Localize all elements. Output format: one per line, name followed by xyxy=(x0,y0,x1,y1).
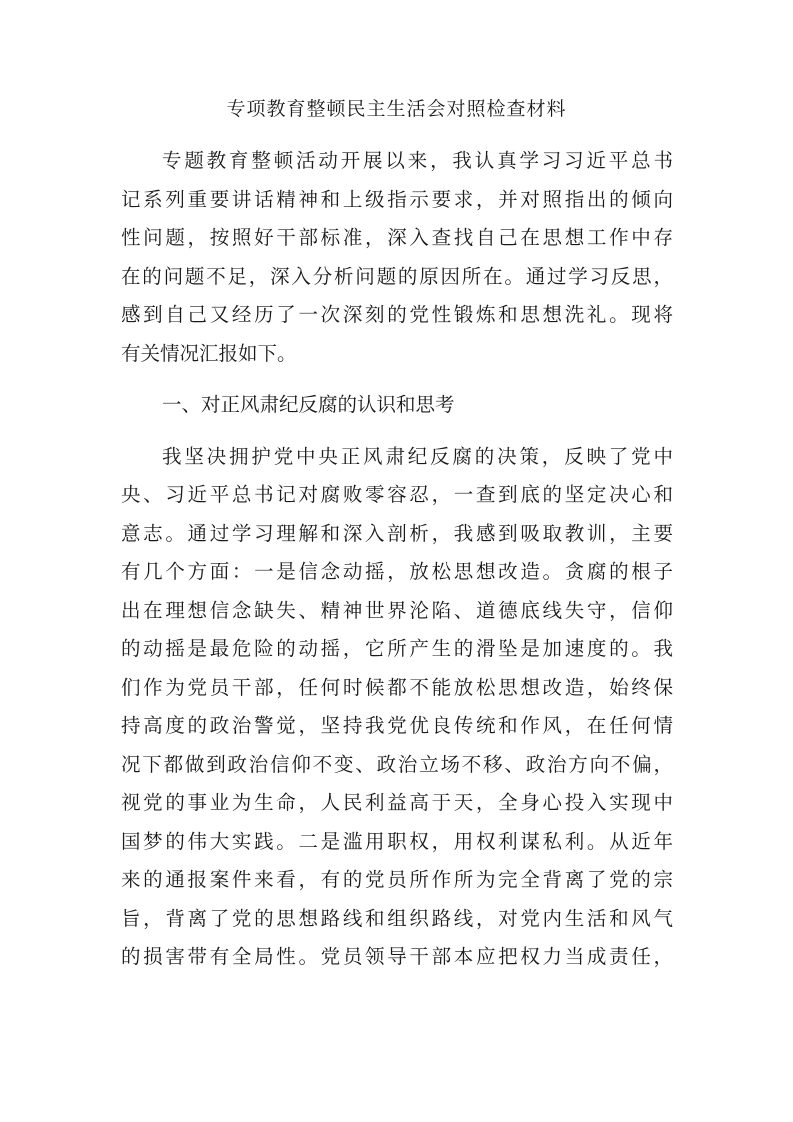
text-line: 我坚决拥护党中央正风肃纪反腐的决策，反映了党中 xyxy=(162,444,673,468)
text-line: 感到自己又经历了一次深刻的党性锻炼和思想洗礼。现将 xyxy=(121,303,673,326)
text-line: 持高度的政治警觉，坚持我党优良传统和作风，在任何情 xyxy=(121,714,673,737)
text-line: 记系列重要讲话精神和上级指示要求，并对照指出的倾向 xyxy=(121,187,673,211)
text-line: 的损害带有全局性。党员领导干部本应把权力当成责任， xyxy=(121,945,673,968)
text-line: 出在理想信念缺失、精神世界沦陷、道德底线失守，信仰 xyxy=(121,598,673,622)
text-line: 有关情况汇报如下。 xyxy=(121,341,297,365)
text-line: 旨，背离了党的思想路线和组织路线，对党内生活和风气 xyxy=(121,906,673,930)
text-line: 们作为党员干部，任何时候都不能放松思想改造，始终保 xyxy=(121,675,673,699)
text-line: 央、习近平总书记对腐败零容忍，一查到底的坚定决心和 xyxy=(121,483,673,506)
text-line: 专题教育整顿活动开展以来，我认真学习习近平总书 xyxy=(162,149,673,172)
text-line: 性问题，按照好干部标准，深入查找自己在思想工作中存 xyxy=(121,226,673,249)
section-heading: 一、对正风肃纪反腐的认识和思考 xyxy=(162,393,455,416)
text-line: 在的问题不足，深入分析问题的原因所在。通过学习反思， xyxy=(121,264,673,288)
text-line: 有几个方面：一是信念动摇，放松思想改造。贪腐的根子 xyxy=(121,560,673,583)
text-line: 的动摇是最危险的动摇，它所产生的滑坠是加速度的。我 xyxy=(121,637,673,660)
paragraph-section1 xyxy=(121,438,673,977)
paragraph-intro xyxy=(121,142,673,373)
text-line: 来的通报案件来看，有的党员所作所为完全背离了党的宗 xyxy=(121,868,673,891)
document-body xyxy=(121,142,673,977)
text-line: 况下都做到政治信仰不变、政治立场不移、政治方向不偏， xyxy=(121,752,673,776)
document-title: 专项教育整顿民主生活会对照检查材料 xyxy=(226,98,567,120)
text-line: 国梦的伟大实践。二是滥用职权，用权利谋私利。从近年 xyxy=(121,829,673,853)
text-line: 视党的事业为生命，人民利益高于天，全身心投入实现中 xyxy=(121,791,673,814)
text-line: 意志。通过学习理解和深入剖析，我感到吸取教训，主要 xyxy=(121,521,673,545)
